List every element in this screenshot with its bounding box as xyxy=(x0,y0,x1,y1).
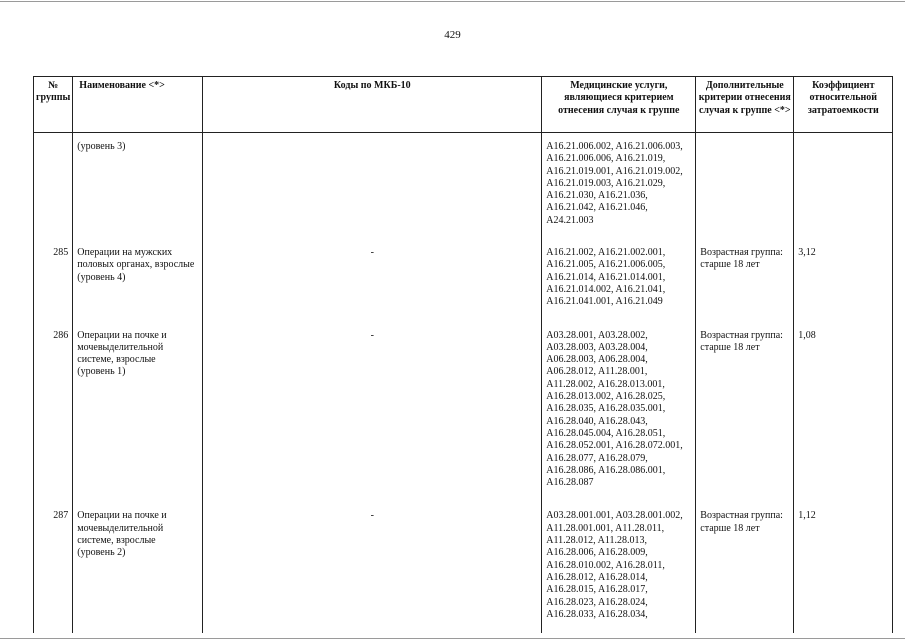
group-name-line: Операции на почке и xyxy=(77,510,167,522)
service-codes-line: A16.21.002, A16.21.002.001, xyxy=(546,247,666,259)
service-codes-line: A16.21.006.002, A16.21.006.003, xyxy=(546,141,683,152)
coefficient-cell: 1,12 xyxy=(794,501,893,633)
col-header-coef: Коэффициент относительной затратоемкости xyxy=(794,77,893,133)
service-codes-line: A16.28.040, A16.28.043, xyxy=(546,415,648,427)
col-header-criteria: Дополнительные критерии отнесения случая к группе <*> xyxy=(696,77,794,133)
criteria-cell xyxy=(696,238,794,320)
group-number-cell xyxy=(34,133,73,239)
service-codes-line: A16.21.019.003, A16.21.029, xyxy=(546,177,666,189)
col-header-num: № группы xyxy=(34,77,73,133)
services-cell xyxy=(542,133,696,239)
group-name-line: Операции на мужских xyxy=(77,247,173,259)
table-header-row xyxy=(34,77,893,133)
group-name-line: половых органах, взрослые xyxy=(77,259,195,271)
service-codes-line: A16.28.006, A16.28.009, xyxy=(546,547,648,559)
service-codes-line: A16.28.015, A16.28.017, xyxy=(546,584,648,596)
service-codes-line: A16.21.042, A16.21.046, xyxy=(546,202,648,214)
service-codes-line: A16.28.052.001, A16.28.072.001, xyxy=(546,440,683,452)
table-row xyxy=(34,133,893,239)
service-codes-line: A11.28.012, A11.28.013, xyxy=(546,535,647,547)
criteria-line: Возрастная группа: xyxy=(700,510,783,522)
service-codes-line: A16.28.010.002, A16.28.011, xyxy=(546,559,665,571)
services-cell xyxy=(542,238,696,320)
group-name-line: системе, взрослые xyxy=(77,535,156,547)
service-codes-line: A16.28.013.002, A16.28.025, xyxy=(546,391,666,403)
scan-edge-top xyxy=(0,1,905,2)
service-codes-line: A16.28.035, A16.28.035.001, xyxy=(546,403,666,415)
services-cell xyxy=(542,501,696,633)
criteria-line: Возрастная группа: xyxy=(700,247,783,259)
group-name-line: Операции на почке и xyxy=(77,329,167,341)
service-codes-line: A16.28.087 xyxy=(546,477,594,489)
group-number-cell: 287 xyxy=(34,501,73,633)
service-codes-line: A11.28.002, A16.28.013.001, xyxy=(546,378,665,390)
group-name-cell xyxy=(73,238,203,320)
kpg-table xyxy=(33,76,893,633)
service-codes-line: A16.21.041.001, A16.21.049 xyxy=(546,296,663,308)
col-header-name: Наименование <*> xyxy=(73,77,203,133)
service-codes-line: A16.21.014, A16.21.014.001, xyxy=(546,271,666,283)
group-name-line: (уровень 2) xyxy=(77,547,126,559)
service-codes-line: A16.21.019.001, A16.21.019.002, xyxy=(546,165,683,177)
service-codes-line: A03.28.001.001, A03.28.001.002, xyxy=(546,510,683,522)
coefficient-cell: 1,08 xyxy=(794,321,893,502)
group-name-line: мочевыделительной xyxy=(77,341,164,353)
scan-edge-bottom xyxy=(0,638,905,639)
service-codes-line: A16.28.077, A16.28.079, xyxy=(546,452,648,464)
service-codes-line: A16.28.033, A16.28.034, xyxy=(546,608,648,620)
service-codes-line: A06.28.003, A06.28.004, xyxy=(546,354,648,366)
service-codes-line: A11.28.001.001, A11.28.011, xyxy=(546,522,665,534)
service-codes-line: A16.21.014.002, A16.21.041, xyxy=(546,283,666,295)
criteria-cell xyxy=(696,501,794,633)
service-codes-line: A03.28.001, A03.28.002, xyxy=(546,329,648,341)
col-header-services: Медицинские услуги, являющиеся критерием отнесения случая к группе xyxy=(542,77,696,133)
group-name-line: (уровень 3) xyxy=(77,141,126,152)
table-body xyxy=(34,133,893,634)
service-codes-line: A06.28.012, A11.28.001, xyxy=(546,366,648,378)
mkb-codes-cell: - xyxy=(203,501,542,633)
service-codes-line: A03.28.003, A03.28.004, xyxy=(546,341,648,353)
criteria-line: старше 18 лет xyxy=(700,522,760,534)
group-name-cell xyxy=(73,501,203,633)
coefficient-cell: 3,12 xyxy=(794,238,893,320)
criteria-line: старше 18 лет xyxy=(700,259,760,271)
col-header-mkb: Коды по МКБ-10 xyxy=(203,77,542,133)
group-name-line: мочевыделительной xyxy=(77,522,164,534)
criteria-line: старше 18 лет xyxy=(700,341,760,353)
service-codes-line: A16.21.006.006, A16.21.019, xyxy=(546,153,666,165)
table-row xyxy=(34,321,893,502)
service-codes-line: A16.21.030, A16.21.036, xyxy=(546,190,648,202)
group-name-line: (уровень 4) xyxy=(77,271,126,283)
mkb-codes-cell xyxy=(203,133,542,239)
group-number-cell: 285 xyxy=(34,238,73,320)
service-codes-line: A16.28.045.004, A16.28.051, xyxy=(546,427,666,439)
group-name-cell xyxy=(73,133,203,239)
service-codes-line: A24.21.003 xyxy=(546,214,594,226)
group-name-line: системе, взрослые xyxy=(77,354,156,366)
coefficient-cell xyxy=(794,133,893,239)
criteria-line: Возрастная группа: xyxy=(700,329,783,341)
criteria-cell xyxy=(696,133,794,239)
table-row xyxy=(34,238,893,320)
group-name-line: (уровень 1) xyxy=(77,366,126,378)
service-codes-line: A16.28.012, A16.28.014, xyxy=(546,571,648,583)
page-number: 429 xyxy=(444,29,461,41)
mkb-codes-cell: - xyxy=(203,321,542,502)
services-cell xyxy=(542,321,696,502)
criteria-cell xyxy=(696,321,794,502)
service-codes-line: A16.28.023, A16.28.024, xyxy=(546,596,648,608)
table-row xyxy=(34,501,893,633)
mkb-codes-cell: - xyxy=(203,238,542,320)
service-codes-line: A16.21.005, A16.21.006.005, xyxy=(546,259,666,271)
group-number-cell: 286 xyxy=(34,321,73,502)
service-codes-line: A16.28.086, A16.28.086.001, xyxy=(546,464,666,476)
group-name-cell xyxy=(73,321,203,502)
